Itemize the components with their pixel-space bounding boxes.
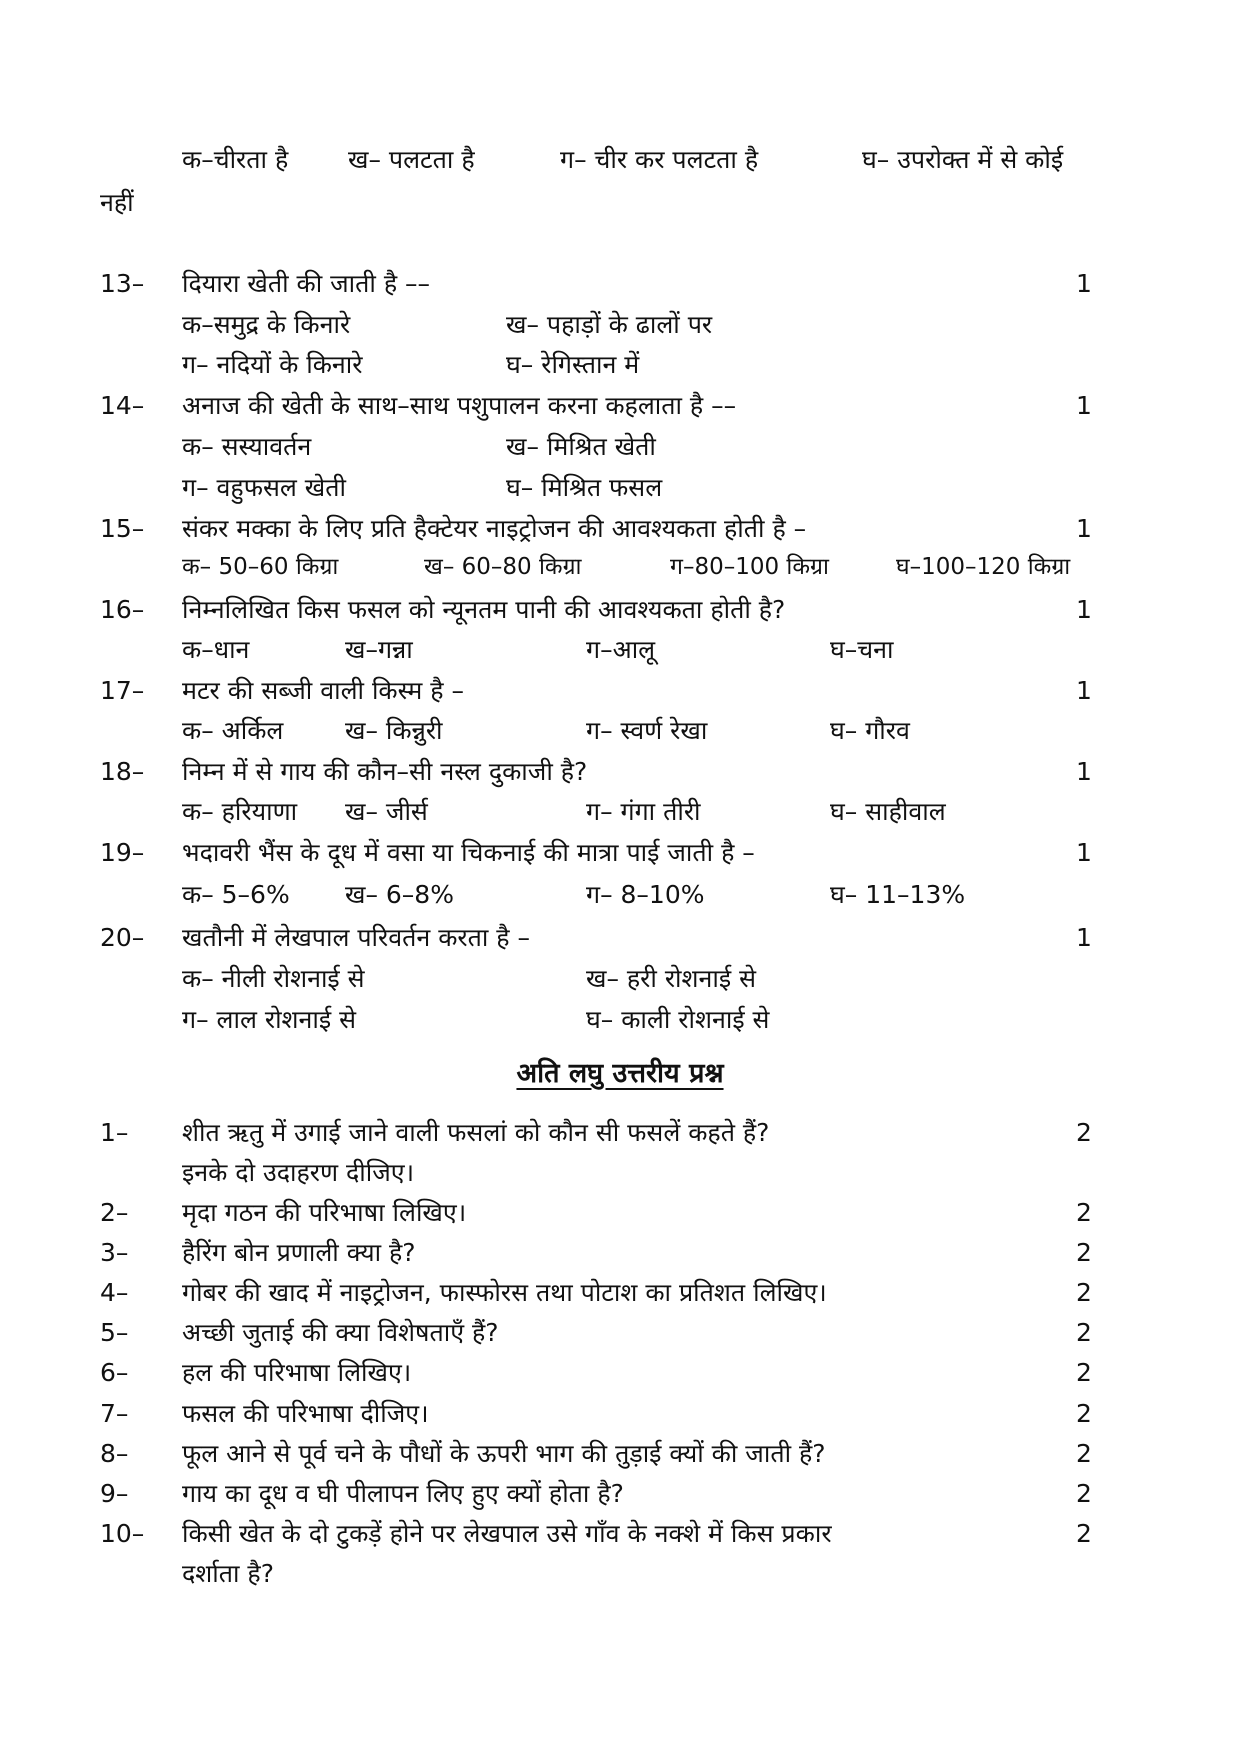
option-a: क– नीली रोशनाई से (182, 964, 365, 993)
option-b: ख– मिश्रित खेती (506, 432, 656, 461)
question-text: किसी खेत के दो टुकड़ें होने पर लेखपाल उसे गाँव के नक्शे में किस प्रकार (182, 1519, 832, 1548)
question-marks: 1 (1076, 923, 1092, 952)
option-c: ग– लाल रोशनाई से (182, 1005, 357, 1034)
option-d: घ–चना (830, 635, 894, 664)
question-number: 1– (100, 1118, 129, 1147)
question-number: 17– (100, 676, 145, 705)
question-marks: 2 (1076, 1358, 1092, 1387)
question-text: भदावरी भैंस के दूध में वसा या चिकनाई की मात्रा पाई जाती है – (182, 838, 755, 867)
question-marks: 1 (1076, 676, 1092, 705)
option-a: क–धान (182, 635, 250, 664)
question-marks: 2 (1076, 1238, 1092, 1267)
option-c: ग– नदियों के किनारे (182, 350, 363, 379)
question-marks: 2 (1076, 1318, 1092, 1347)
option-a: क– अर्किल (182, 716, 284, 745)
question-text: फसल की परिभाषा दीजिए। (182, 1399, 429, 1428)
question-marks: 2 (1076, 1439, 1092, 1468)
question-text: दियारा खेती की जाती है –– (182, 269, 431, 298)
question-marks: 1 (1076, 757, 1092, 786)
section-heading: अति लघु उत्तरीय प्रश्न (516, 1058, 724, 1089)
option-b: ख– 60–80 किग्रा (424, 554, 582, 580)
option-b: ख– किन्नुरी (345, 716, 443, 745)
option-d: घ– रेगिस्तान में (506, 350, 640, 379)
question-marks: 2 (1076, 1519, 1092, 1548)
question-number: 15– (100, 514, 145, 543)
option-a: क–समुद्र के किनारे (182, 310, 351, 339)
option-c: ग–80–100 किग्रा (670, 554, 829, 580)
question-marks: 2 (1076, 1198, 1092, 1227)
option-c: ग– 8–10% (586, 880, 705, 909)
option-c: ग– स्वर्ण रेखा (586, 716, 708, 745)
option-d: घ– 11–13% (830, 880, 966, 909)
option-d: घ– साहीवाल (830, 797, 946, 826)
option-a: क–चीरता है (182, 145, 289, 174)
question-text: अनाज की खेती के साथ–साथ पशुपालन करना कहलाता है –– (182, 391, 737, 420)
question-text: खतौनी में लेखपाल परिवर्तन करता है – (182, 923, 531, 952)
question-number: 9– (100, 1479, 129, 1508)
question-text: शीत ऋतु में उगाई जाने वाली फसलां को कौन सी फसलें कहते हैं? (182, 1118, 770, 1147)
question-number: 19– (100, 838, 145, 867)
option-b: ख– जीर्स (345, 797, 428, 826)
question-text: फूल आने से पूर्व चने के पौधों के ऊपरी भाग की तुड़ाई क्यों की जाती हैं? (182, 1439, 826, 1468)
question-number: 2– (100, 1198, 129, 1227)
option-b: ख– 6–8% (345, 880, 454, 909)
question-number: 6– (100, 1358, 129, 1387)
option-d: घ– काली रोशनाई से (586, 1005, 770, 1034)
option-b: ख– पलटता है (348, 145, 475, 174)
question-marks: 1 (1076, 391, 1092, 420)
option-c: ग– वहुफसल खेती (182, 473, 346, 502)
question-number: 13– (100, 269, 145, 298)
option-d: घ– उपरोक्त में से कोई (862, 145, 1064, 174)
question-text: अच्छी जुताई की क्या विशेषताएँ हैं? (182, 1318, 499, 1347)
question-text-continued: दर्शाता है? (182, 1559, 274, 1588)
question-marks: 1 (1076, 595, 1092, 624)
question-text: मृदा गठन की परिभाषा लिखिए। (182, 1198, 467, 1227)
question-number: 14– (100, 391, 145, 420)
question-text: गोबर की खाद में नाइट्रोजन, फास्फोरस तथा पोटाश का प्रतिशत लिखिए। (182, 1278, 827, 1307)
question-marks: 1 (1076, 269, 1092, 298)
question-text: निम्न में से गाय की कौन–सी नस्ल दुकाजी है? (182, 757, 588, 786)
question-number: 5– (100, 1318, 129, 1347)
option-d: घ– गौरव (830, 716, 910, 745)
option-b: ख–गन्ना (345, 635, 413, 664)
question-number: 16– (100, 595, 145, 624)
question-text: संकर मक्का के लिए प्रति हैक्टेयर नाइट्रोजन की आवश्यकता होती है – (182, 514, 807, 543)
question-number: 4– (100, 1278, 129, 1307)
question-marks: 2 (1076, 1479, 1092, 1508)
question-text: हल की परिभाषा लिखिए। (182, 1358, 412, 1387)
option-b: ख– पहाड़ों के ढालों पर (506, 310, 713, 339)
question-marks: 2 (1076, 1399, 1092, 1428)
question-number: 18– (100, 757, 145, 786)
option-c: ग–आलू (586, 635, 656, 664)
option-b: ख– हरी रोशनाई से (586, 964, 756, 993)
question-number: 8– (100, 1439, 129, 1468)
question-number: 10– (100, 1519, 145, 1548)
option-d: घ–100–120 किग्रा (896, 554, 1071, 580)
question-number: 20– (100, 923, 145, 952)
question-text-continued: इनके दो उदाहरण दीजिए। (182, 1158, 415, 1187)
option-a: क– हरियाणा (182, 797, 298, 826)
option-c: ग– गंगा तीरी (586, 797, 701, 826)
question-text: गाय का दूध व घी पीलापन लिए हुए क्यों होता है? (182, 1479, 624, 1508)
question-text: निम्नलिखित किस फसल को न्यूनतम पानी की आवश्यकता होती है? (182, 595, 786, 624)
question-number: 7– (100, 1399, 129, 1428)
question-marks: 1 (1076, 514, 1092, 543)
question-number: 3– (100, 1238, 129, 1267)
option-d-continued: नहीं (100, 188, 134, 217)
option-d: घ– मिश्रित फसल (506, 473, 663, 502)
option-c: ग– चीर कर पलटता है (560, 145, 759, 174)
option-a: क– 50–60 किग्रा (182, 554, 339, 580)
question-text: मटर की सब्जी वाली किस्म है – (182, 676, 464, 705)
question-text: हैरिंग बोन प्रणाली क्या है? (182, 1238, 416, 1267)
question-marks: 2 (1076, 1278, 1092, 1307)
option-a: क– 5–6% (182, 880, 290, 909)
question-marks: 2 (1076, 1118, 1092, 1147)
question-marks: 1 (1076, 838, 1092, 867)
option-a: क– सस्यावर्तन (182, 432, 312, 461)
